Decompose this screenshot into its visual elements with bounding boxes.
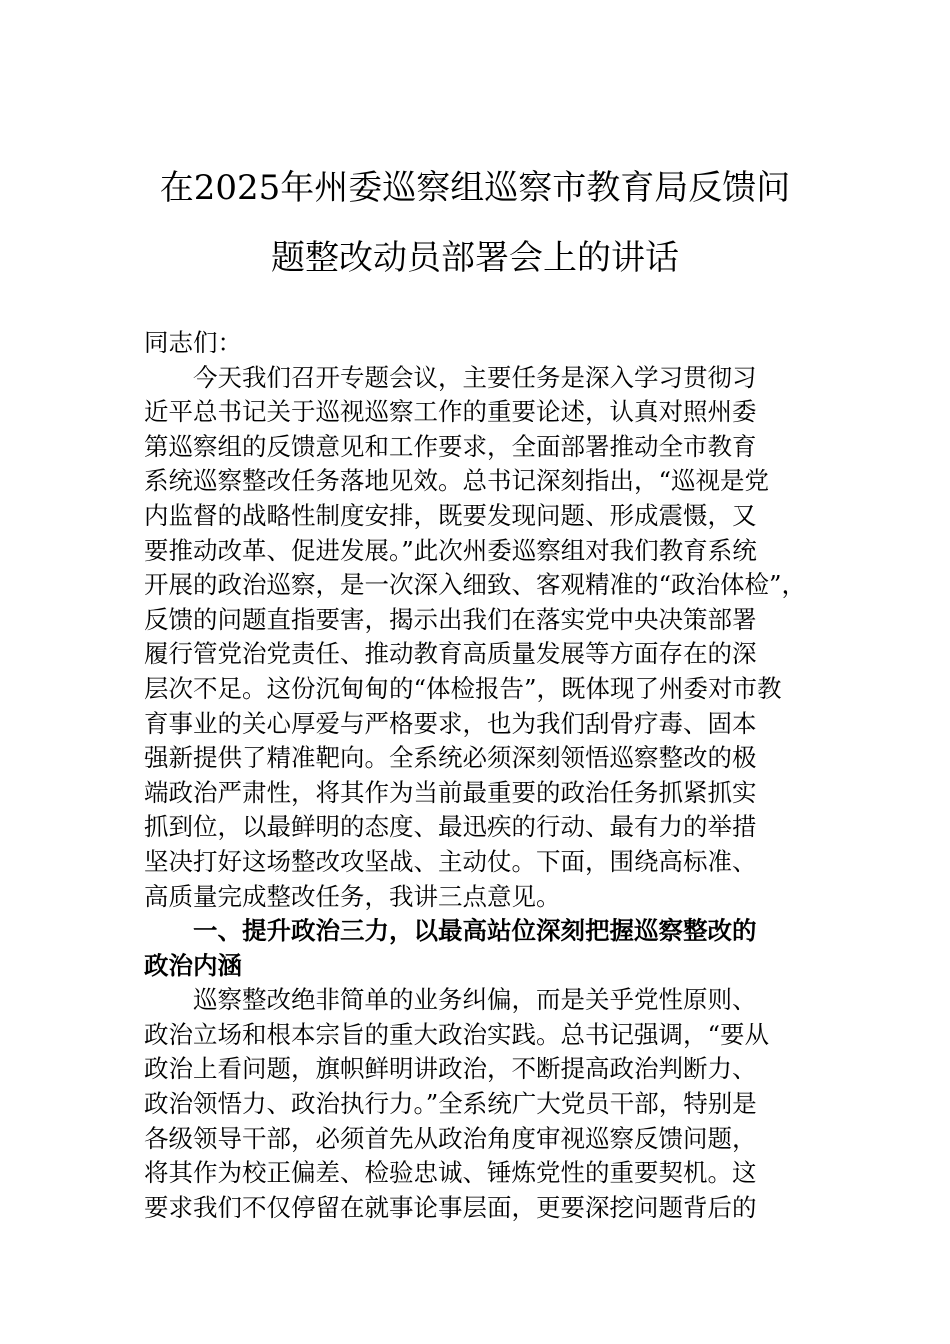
paragraph-1-line: 育事业的关心厚爱与严格要求，也为我们刮骨疗毒、固本 — [144, 708, 757, 738]
paragraph-1-line: 开展的政治巡察，是一次深入细致、客观精准的“政治体检”， — [144, 570, 807, 600]
salutation: 同志们： — [144, 328, 242, 357]
paragraph-1-line: 要推动改革、促进发展。”此次州委巡察组对我们教育系统 — [144, 535, 757, 565]
paragraph-1-line: 第巡察组的反馈意见和工作要求，全面部署推动全市教育 — [144, 431, 757, 461]
paragraph-2-line: 巡察整改绝非简单的业务纠偏，而是关乎党性原则、 — [193, 985, 757, 1015]
paragraph-2-line: 政治上看问题，旗帜鲜明讲政治，不断提高政治判断力、 — [144, 1054, 757, 1084]
paragraph-1-line: 反馈的问题直指要害，揭示出我们在落实党中央决策部署 — [144, 604, 757, 634]
paragraph-1-line: 抓到位，以最鲜明的态度、最迅疾的行动、最有力的举措 — [144, 812, 757, 842]
paragraph-2-line: 将其作为校正偏差、检验忠诚、锤炼党性的重要契机。这 — [144, 1158, 757, 1188]
paragraph-1 — [144, 361, 812, 915]
paragraph-2-line: 要求我们不仅停留在就事论事层面，更要深挖问题背后的 — [144, 1192, 757, 1222]
paragraph-2-line: 政治立场和根本宗旨的重大政治实践。总书记强调，“要从 — [144, 1019, 770, 1049]
paragraph-2 — [144, 983, 812, 1225]
section-heading-1 — [144, 914, 812, 983]
document-body — [144, 326, 812, 1225]
paragraph-1-line: 强新提供了精准靶向。全系统必须深刻领悟巡察整改的极 — [144, 743, 757, 773]
paragraph-1-line: 高质量完成整改任务，我讲三点意见。 — [144, 881, 561, 911]
paragraph-1-line: 内监督的战略性制度安排，既要发现问题、形成震慑，又 — [144, 500, 757, 530]
paragraph-2-line: 政治领悟力、政治执行力。”全系统广大党员干部，特别是 — [144, 1089, 757, 1119]
section-heading-line: 政治内涵 — [144, 950, 242, 980]
paragraph-1-line: 端政治严肃性，将其作为当前最重要的政治任务抓紧抓实 — [144, 777, 757, 807]
paragraph-1-line: 履行管党治党责任、推动教育高质量发展等方面存在的深 — [144, 639, 757, 669]
paragraph-1-line: 系统巡察整改任务落地见效。总书记深刻指出，“巡视是党 — [144, 466, 770, 496]
section-heading-line: 一、提升政治三力，以最高站位深刻把握巡察整改的 — [193, 916, 757, 946]
document-title-line-2: 题整改动员部署会上的讲话 — [271, 238, 679, 278]
document-title-line-1: 在2025年州委巡察组巡察市教育局反馈问 — [159, 168, 791, 208]
paragraph-1-line: 今天我们召开专题会议，主要任务是深入学习贯彻习 — [193, 362, 757, 392]
paragraph-1-line: 坚决打好这场整改攻坚战、主动仗。下面，围绕高标准、 — [144, 846, 757, 876]
paragraph-2-line: 各级领导干部，必须首先从政治角度审视巡察反馈问题， — [144, 1123, 757, 1153]
paragraph-1-line: 近平总书记关于巡视巡察工作的重要论述，认真对照州委 — [144, 397, 757, 427]
paragraph-1-line: 层次不足。这份沉甸甸的“体检报告”，既体现了州委对市教 — [144, 673, 782, 703]
